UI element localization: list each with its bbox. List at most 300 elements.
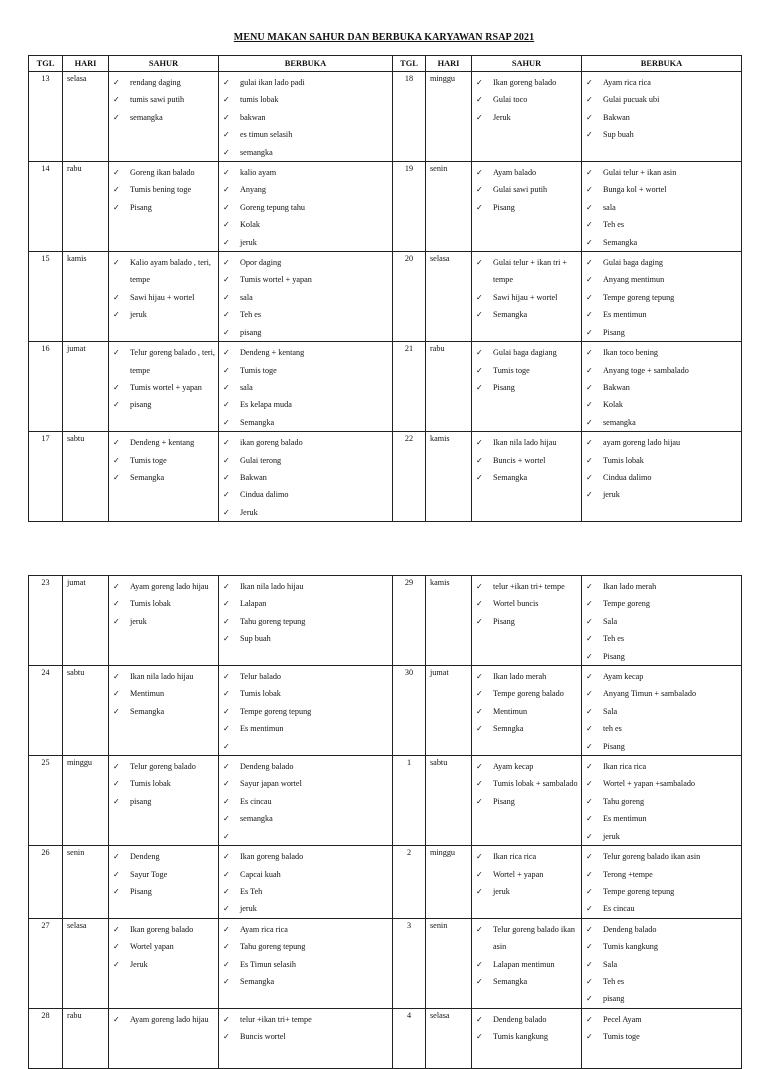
check-icon: ✓ <box>223 886 230 896</box>
menu-item-text: pisang <box>240 327 262 337</box>
list-item <box>586 379 739 396</box>
menu-item-text: telur +ikan tri+ tempe <box>240 1014 312 1024</box>
menu-item-text: Wortel yapan <box>130 942 174 952</box>
table-row <box>29 252 742 342</box>
menu-item-text: Kolak <box>240 220 261 230</box>
menu-item-text: Pisang <box>493 202 515 212</box>
day-cell: jumat <box>63 342 109 432</box>
menu-item-text: Es cincau <box>240 796 272 806</box>
date-cell: 2 <box>393 846 426 919</box>
menu-item-text: Ayam goreng lado hijau <box>130 582 209 591</box>
list-item <box>223 1011 390 1028</box>
list-item <box>586 866 739 883</box>
date-cell: 25 <box>29 756 63 846</box>
check-icon: ✓ <box>586 327 593 337</box>
check-icon: ✓ <box>113 852 120 862</box>
check-icon: ✓ <box>476 796 483 806</box>
list-item <box>113 396 216 413</box>
berbuka-list <box>582 432 742 522</box>
check-icon: ✓ <box>113 582 120 591</box>
berbuka-list <box>219 72 393 162</box>
check-icon: ✓ <box>476 869 483 879</box>
check-icon: ✓ <box>113 292 120 302</box>
menu-item-text: tumis lobak <box>240 95 279 105</box>
check-icon: ✓ <box>113 95 120 105</box>
check-icon: ✓ <box>113 942 120 952</box>
list-item <box>113 883 216 900</box>
menu-item-text: Sala <box>603 959 618 969</box>
check-icon: ✓ <box>586 382 593 392</box>
list-item <box>586 668 739 685</box>
menu-item-text: Gulai telur + ikan tri + tempe <box>493 258 568 285</box>
menu-item-text: Pisang <box>493 382 515 392</box>
check-icon: ✓ <box>223 130 230 140</box>
day-cell: kamis <box>426 576 472 666</box>
check-icon: ✓ <box>586 258 593 268</box>
check-icon: ✓ <box>223 202 230 212</box>
check-icon: ✓ <box>476 706 483 716</box>
menu-item-text: Bakwan <box>603 112 630 122</box>
menu-item-text: gulai ikan lado padi <box>240 78 305 87</box>
list-item <box>586 1028 739 1045</box>
day-cell: sabtu <box>63 432 109 522</box>
check-icon: ✓ <box>476 185 483 195</box>
day-cell: senin <box>426 918 472 1008</box>
menu-item-text: Teh es <box>603 634 625 644</box>
check-icon: ✓ <box>113 112 120 122</box>
menu-item-text: Tumis toge <box>130 455 167 465</box>
sahur-list <box>109 918 219 1008</box>
check-icon: ✓ <box>586 779 593 789</box>
check-icon: ✓ <box>586 220 593 230</box>
list-item <box>223 578 390 595</box>
list-item <box>586 434 739 451</box>
check-icon: ✓ <box>223 689 230 699</box>
sahur-list <box>109 342 219 432</box>
list-item <box>586 630 739 647</box>
check-icon: ✓ <box>223 616 230 626</box>
day-cell: selasa <box>63 72 109 162</box>
list-item <box>586 164 739 181</box>
check-icon: ✓ <box>113 762 120 772</box>
check-icon: ✓ <box>113 455 120 465</box>
day-cell: senin <box>426 162 472 252</box>
menu-item-text: Anyang <box>240 185 266 195</box>
menu-item-text: Telur balado <box>240 672 282 682</box>
list-item <box>223 900 390 917</box>
menu-item-text: Dendeng balado <box>603 924 657 934</box>
berbuka-list <box>219 342 393 432</box>
list-item <box>223 1028 390 1045</box>
check-icon: ✓ <box>223 942 230 952</box>
check-icon: ✓ <box>476 616 483 626</box>
menu-item-text: kalio ayam <box>240 168 277 178</box>
list-item <box>113 938 216 955</box>
menu-item-text: Cindua dalimo <box>603 472 652 482</box>
list-item <box>586 613 739 630</box>
check-icon: ✓ <box>586 599 593 609</box>
date-cell: 13 <box>29 72 63 162</box>
menu-item-text: Semangka <box>240 976 275 986</box>
list-item <box>113 921 216 938</box>
menu-item-text: Ikan lado merah <box>493 672 547 682</box>
check-icon: ✓ <box>223 976 230 986</box>
check-icon: ✓ <box>223 112 230 122</box>
menu-item-text: Sala <box>603 616 618 626</box>
check-icon: ✓ <box>586 706 593 716</box>
menu-item-text: Semngka <box>493 724 524 734</box>
table-row <box>29 342 742 432</box>
list-item <box>476 595 579 612</box>
check-icon: ✓ <box>113 438 120 448</box>
date-cell: 14 <box>29 162 63 252</box>
check-icon: ✓ <box>476 310 483 320</box>
menu-item-text: jeruk <box>603 490 620 500</box>
day-cell: kamis <box>426 432 472 522</box>
list-item <box>113 164 216 181</box>
date-cell: 16 <box>29 342 63 432</box>
list-item <box>476 973 579 990</box>
list-item <box>586 414 739 431</box>
menu-item-text: semangka <box>130 112 163 122</box>
check-icon: ✓ <box>586 852 593 862</box>
list-item <box>476 199 579 216</box>
list-item <box>476 758 579 775</box>
list-item <box>476 578 579 595</box>
menu-table-2 <box>28 575 742 1069</box>
list-item <box>113 254 216 289</box>
column-header-hari: HARI <box>426 56 472 72</box>
list-item <box>476 1028 579 1045</box>
check-icon: ✓ <box>223 438 230 448</box>
check-icon: ✓ <box>586 762 593 772</box>
list-item <box>223 289 390 306</box>
menu-item-text: Semangka <box>493 976 528 986</box>
berbuka-list <box>582 252 742 342</box>
menu-item-text: jeruk <box>130 310 147 320</box>
date-cell: 27 <box>29 918 63 1008</box>
check-icon: ✓ <box>223 599 230 609</box>
list-item <box>113 595 216 612</box>
menu-item-text: tumis sawi putih <box>130 95 185 105</box>
menu-item-text: Es Teh <box>240 886 263 896</box>
check-icon: ✓ <box>586 185 593 195</box>
check-icon: ✓ <box>586 976 593 986</box>
list-item <box>223 956 390 973</box>
menu-item-text: sala <box>603 202 616 212</box>
list-item <box>223 396 390 413</box>
list-item <box>586 452 739 469</box>
menu-item-text: Teh es <box>603 220 625 230</box>
check-icon: ✓ <box>476 976 483 986</box>
list-item <box>113 668 216 685</box>
list-item <box>113 91 216 108</box>
check-icon: ✓ <box>476 472 483 482</box>
menu-item-text: Ayam goreng lado hijau <box>130 1014 209 1024</box>
list-item <box>476 720 579 737</box>
menu-item-text: Kolak <box>603 400 624 410</box>
check-icon: ✓ <box>586 400 593 410</box>
check-icon: ✓ <box>476 762 483 772</box>
list-item <box>223 504 390 521</box>
check-icon: ✓ <box>476 438 483 448</box>
berbuka-list <box>582 162 742 252</box>
list-item <box>586 758 739 775</box>
list-item <box>223 703 390 720</box>
list-item <box>586 306 739 323</box>
check-icon: ✓ <box>586 672 593 682</box>
menu-item-text: jeruk <box>240 237 257 247</box>
table-row <box>29 1008 742 1068</box>
menu-item-text: Gulai telur + ikan asin <box>603 168 677 178</box>
list-item <box>223 379 390 396</box>
menu-item-text: jeruk <box>240 904 257 914</box>
list-item <box>476 793 579 810</box>
check-icon: ✓ <box>223 904 230 914</box>
list-item <box>223 630 390 647</box>
column-header-tgl: TGL <box>29 56 63 72</box>
list-item <box>586 848 739 865</box>
list-item <box>476 254 579 289</box>
sahur-list <box>109 846 219 919</box>
menu-item-text: Tumis lobak <box>603 455 644 465</box>
sahur-list <box>472 846 582 919</box>
list-item <box>586 775 739 792</box>
check-icon: ✓ <box>113 616 120 626</box>
menu-item-text: Ayam kecap <box>603 672 644 682</box>
list-item <box>113 434 216 451</box>
menu-item-text: es timun selasih <box>240 130 293 140</box>
check-icon: ✓ <box>223 147 230 157</box>
list-item <box>223 306 390 323</box>
check-icon: ✓ <box>223 672 230 682</box>
menu-item-text: semangka <box>240 814 273 824</box>
list-item <box>476 306 579 323</box>
check-icon: ✓ <box>476 582 483 591</box>
table-row <box>29 666 742 756</box>
menu-item-text: Mentimun <box>130 689 165 699</box>
list-item <box>223 938 390 955</box>
day-cell: minggu <box>63 756 109 846</box>
menu-item-text: Sayur japan wortel <box>240 779 302 789</box>
list-item <box>113 469 216 486</box>
check-icon: ✓ <box>113 400 120 410</box>
menu-item-text: ayam goreng lado hijau <box>603 438 681 448</box>
list-item <box>586 469 739 486</box>
check-icon: ✓ <box>586 202 593 212</box>
check-icon: ✓ <box>223 168 230 178</box>
table-body <box>29 576 742 1069</box>
date-cell: 23 <box>29 576 63 666</box>
menu-item-text: Tumis lobak <box>130 779 171 789</box>
date-cell: 18 <box>393 72 426 162</box>
list-item <box>586 810 739 827</box>
berbuka-list <box>582 342 742 432</box>
list-item <box>113 306 216 323</box>
menu-item-text: Telur goreng balado ikan asin <box>603 852 701 862</box>
list-item <box>476 164 579 181</box>
sahur-list <box>109 756 219 846</box>
menu-item-text: Tumis kangkung <box>603 942 658 952</box>
list-item <box>586 344 739 361</box>
check-icon: ✓ <box>586 237 593 247</box>
list-item <box>586 973 739 990</box>
check-icon: ✓ <box>113 689 120 699</box>
menu-item-text: Buncis wortel <box>240 1032 286 1042</box>
menu-item-text: Tumis wortel + yapan <box>130 382 202 392</box>
menu-item-text: Sayur Toge <box>130 869 168 879</box>
list-item <box>223 109 390 126</box>
sahur-list <box>109 432 219 522</box>
list-item <box>223 144 390 161</box>
menu-item-text: Lalapan <box>240 599 267 609</box>
check-icon: ✓ <box>476 365 483 375</box>
check-icon: ✓ <box>223 95 230 105</box>
list-item <box>223 883 390 900</box>
menu-item-text: Es kelapa muda <box>240 400 292 410</box>
menu-item-text: Tumis bening toge <box>130 185 192 195</box>
menu-item-text: sala <box>240 292 253 302</box>
berbuka-list <box>582 756 742 846</box>
check-icon: ✓ <box>113 310 120 320</box>
day-cell: rabu <box>63 1008 109 1068</box>
menu-item-text: Tumis lobak <box>130 599 171 609</box>
column-header-sahur: SAHUR <box>109 56 219 72</box>
menu-item-text: Mentimun <box>493 706 528 716</box>
column-header-berbuka: BERBUKA <box>582 56 742 72</box>
check-icon: ✓ <box>586 959 593 969</box>
list-item <box>586 828 739 845</box>
check-icon: ✓ <box>223 924 230 934</box>
list-item <box>476 883 579 900</box>
check-icon: ✓ <box>113 472 120 482</box>
list-item <box>586 793 739 810</box>
check-icon: ✓ <box>113 168 120 178</box>
menu-item-text: Semangka <box>493 472 528 482</box>
check-icon: ✓ <box>586 689 593 699</box>
list-item <box>223 74 390 91</box>
menu-item-text: Es mentimun <box>603 814 647 824</box>
check-icon: ✓ <box>476 292 483 302</box>
list-item <box>586 900 739 917</box>
list-item <box>586 199 739 216</box>
table-header-row <box>29 56 742 72</box>
list-item <box>113 956 216 973</box>
menu-item-text: Ikan toco bening <box>603 348 659 358</box>
menu-item-text: Tahu goreng tepung <box>240 616 306 626</box>
check-icon: ✓ <box>223 382 230 392</box>
date-cell: 1 <box>393 756 426 846</box>
menu-item-text: Semangka <box>240 417 275 427</box>
menu-item-text: Semangka <box>603 237 638 247</box>
menu-item-text: Terong +tempe <box>603 869 653 879</box>
list-item <box>223 848 390 865</box>
menu-item-text: Sala <box>603 706 618 716</box>
menu-item-text: jeruk <box>603 831 620 841</box>
date-cell: 30 <box>393 666 426 756</box>
list-item <box>586 1011 739 1028</box>
menu-item-text: Es Timun selasih <box>240 959 296 969</box>
day-cell: minggu <box>426 72 472 162</box>
list-item <box>476 848 579 865</box>
menu-item-text: Sup buah <box>603 130 634 140</box>
menu-item-text: Tahu goreng <box>603 796 645 806</box>
column-header-sahur: SAHUR <box>472 56 582 72</box>
list-item <box>223 434 390 451</box>
menu-item-text: Anyang mentimun <box>603 275 665 285</box>
check-icon: ✓ <box>586 365 593 375</box>
list-item <box>586 74 739 91</box>
list-item <box>586 254 739 271</box>
menu-item-text: Ikan rica rica <box>603 762 647 772</box>
check-icon: ✓ <box>586 130 593 140</box>
list-item <box>476 434 579 451</box>
check-icon: ✓ <box>476 886 483 896</box>
check-icon: ✓ <box>223 762 230 772</box>
list-item <box>476 469 579 486</box>
menu-item-text: Pisang <box>493 796 515 806</box>
check-icon: ✓ <box>586 724 593 734</box>
list-item <box>223 973 390 990</box>
menu-item-text: telur +ikan tri+ tempe <box>493 582 565 591</box>
menu-item-text: Ikan nila lado hijau <box>493 438 557 448</box>
day-cell: selasa <box>63 918 109 1008</box>
list-item <box>586 938 739 955</box>
menu-item-text: Teh es <box>240 310 262 320</box>
sahur-list <box>109 1008 219 1068</box>
menu-item-text: Cindua dalimo <box>240 490 289 500</box>
day-cell: rabu <box>426 342 472 432</box>
check-icon: ✓ <box>476 455 483 465</box>
menu-item-text: Pisang <box>493 616 515 626</box>
list-item <box>586 595 739 612</box>
check-icon: ✓ <box>476 348 483 358</box>
day-cell: sabtu <box>63 666 109 756</box>
menu-item-text: Ikan goreng balado <box>493 78 557 87</box>
menu-item-text: Jeruk <box>130 959 148 969</box>
check-icon: ✓ <box>586 292 593 302</box>
menu-item-text: Anyang toge + sambalado <box>603 365 689 375</box>
list-item <box>223 271 390 288</box>
column-header-berbuka: BERBUKA <box>219 56 393 72</box>
check-icon: ✓ <box>223 472 230 482</box>
menu-item-text: Jeruk <box>240 507 258 517</box>
menu-item-text: Tahu goreng tepung <box>240 942 306 952</box>
list-item <box>223 181 390 198</box>
berbuka-list <box>219 432 393 522</box>
check-icon: ✓ <box>586 741 593 751</box>
menu-item-text: Dendeng <box>130 852 160 862</box>
check-icon: ✓ <box>476 258 483 268</box>
berbuka-list <box>582 846 742 919</box>
sahur-list <box>472 756 582 846</box>
menu-item-text: Anyang Timun + sambalado <box>603 689 697 699</box>
menu-item-text: teh es <box>603 724 622 734</box>
menu-item-text: Wortel + yapan +sambalado <box>603 779 696 789</box>
check-icon: ✓ <box>476 168 483 178</box>
list-item <box>223 595 390 612</box>
menu-item-text: Dendeng balado <box>493 1014 547 1024</box>
check-icon: ✓ <box>586 831 593 841</box>
menu-item-text: Dendeng balado <box>240 762 294 772</box>
menu-item-text: Pisang <box>603 741 625 751</box>
check-icon: ✓ <box>586 616 593 626</box>
menu-item-text: Tempe goreng balado <box>493 689 564 699</box>
list-item <box>586 181 739 198</box>
check-icon: ✓ <box>223 490 230 500</box>
list-item <box>586 362 739 379</box>
list-item <box>223 452 390 469</box>
